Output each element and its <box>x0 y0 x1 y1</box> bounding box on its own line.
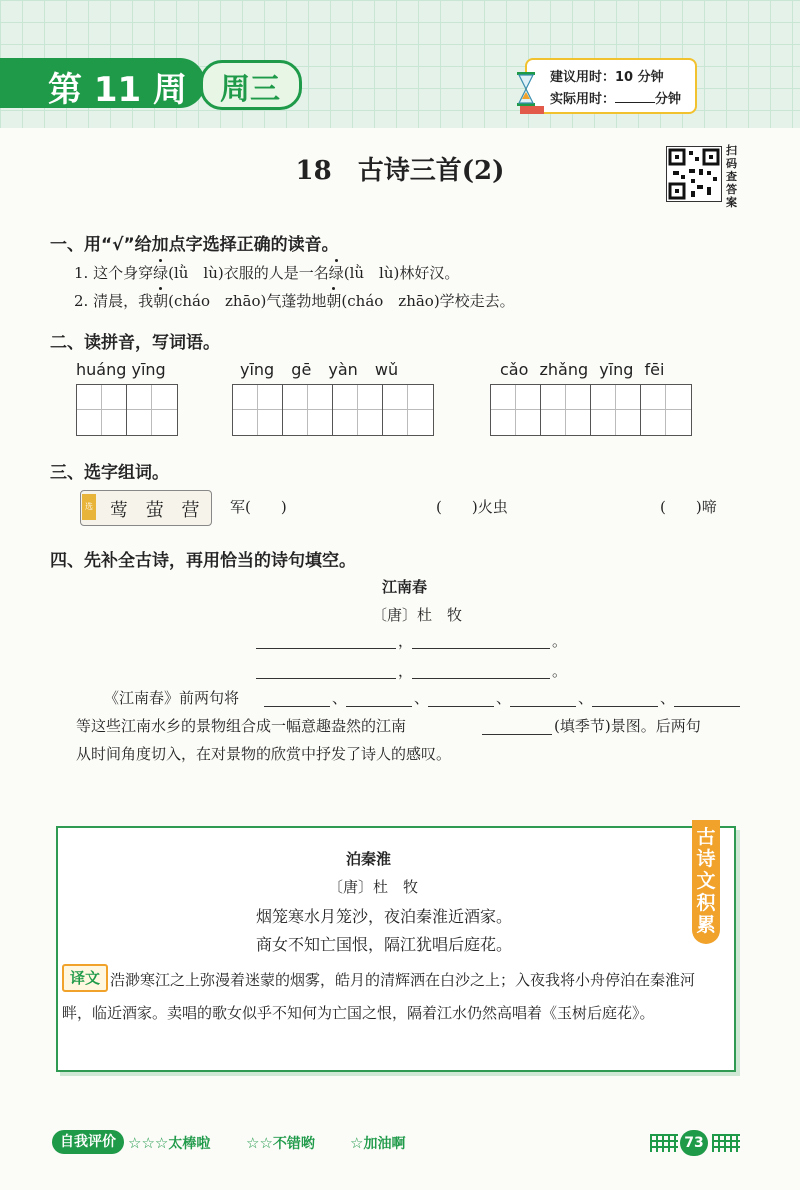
grid-cell[interactable] <box>333 385 383 435</box>
poem-line-blank[interactable] <box>256 660 396 679</box>
books-icon <box>520 106 544 114</box>
hourglass-icon <box>516 72 536 106</box>
page-number: 73 <box>680 1130 708 1156</box>
poem-author: 〔唐〕杜 牧 <box>372 606 463 624</box>
item2-post[interactable]: (cháo zhāo)学校走去。 <box>341 292 515 310</box>
sep: 、 <box>496 689 512 707</box>
actual-time-unit: 分钟 <box>655 92 682 107</box>
scene-blank[interactable] <box>592 688 658 707</box>
eval-level2: 不错哟 <box>272 1136 315 1152</box>
pinyin-group2: yīng gē yàn wǔ <box>240 360 399 379</box>
qr-code-icon[interactable] <box>666 146 722 202</box>
para-line3: 从时间角度切入，在对景物的欣赏中抒发了诗人的感叹。 <box>76 745 452 763</box>
eval-level1: 太棒啦 <box>168 1136 211 1152</box>
suggested-time: 建议用时：10 分钟 <box>550 70 664 85</box>
poem-line-blank[interactable] <box>256 630 396 649</box>
item1-mid[interactable]: (lǜ lù)衣服的人是一名 <box>168 264 329 282</box>
grid-cell[interactable] <box>591 385 641 435</box>
grid-cell[interactable] <box>233 385 283 435</box>
actual-time-field[interactable] <box>615 90 655 103</box>
poem-comma: ， <box>398 632 414 650</box>
section4-heading: 四、先补全古诗，再用恰当的诗句填空。 <box>50 551 356 571</box>
season-blank[interactable] <box>482 716 552 735</box>
item1-dotted-char: 绿 <box>153 264 169 282</box>
page-decor-left <box>650 1134 678 1152</box>
item2-mid[interactable]: (cháo zhāo)气蓬勃地 <box>168 292 327 310</box>
fill-blank-1[interactable]: 军( ) <box>230 498 287 516</box>
self-eval-label: 自我评价 <box>52 1130 124 1154</box>
writing-grid-2[interactable] <box>232 384 434 436</box>
scene-blank[interactable] <box>428 688 494 707</box>
grid-cell[interactable] <box>77 385 127 435</box>
accumulation-tag-label: 古诗文积累 <box>696 826 716 936</box>
page-decor-right <box>712 1134 740 1152</box>
scan-answer-label: 扫码查答案 <box>726 144 737 209</box>
grid-cell[interactable] <box>383 385 433 435</box>
box-poem-author: 〔唐〕杜 牧 <box>328 878 419 896</box>
sep: 、 <box>660 689 676 707</box>
item1-pre: 1. 这个身穿 <box>74 264 154 282</box>
eval-option-great[interactable] <box>128 1133 210 1153</box>
para-line2a: 等这些江南水乡的景物组合成一幅意趣盎然的江南 <box>76 717 407 735</box>
item2-dotted-char2: 朝 <box>326 292 342 310</box>
box-poem-title: 泊秦淮 <box>346 850 392 868</box>
item1-post[interactable]: (lǜ lù)林好汉。 <box>343 264 460 282</box>
grid-cell[interactable] <box>127 385 177 435</box>
section1-item2 <box>74 290 515 311</box>
char-choices: 莺 萤 营 <box>110 500 206 521</box>
eval-option-tryharder[interactable] <box>350 1133 405 1153</box>
section3-heading: 三、选字组词。 <box>50 463 169 483</box>
star-icon[interactable]: ☆☆☆ <box>128 1134 169 1152</box>
day-label: 周三 <box>220 72 280 107</box>
poem-line-blank[interactable] <box>412 660 550 679</box>
scene-blank[interactable] <box>346 688 412 707</box>
item2-dotted-char: 朝 <box>153 292 169 310</box>
sep: 、 <box>578 689 594 707</box>
writing-grid-1[interactable] <box>76 384 178 436</box>
fill-blank-2[interactable]: ( )火虫 <box>436 498 508 516</box>
pinyin-group1: huáng yīng <box>76 360 166 379</box>
translation-text: 浩渺寒江之上弥漫着迷蒙的烟雾，皓月的清辉洒在白沙之上；入夜我将小舟停泊在秦淮河畔，临近酒家。卖唱的歌女似乎不知何为亡国之恨，隔着江水仍然高唱着《玉树后庭花》。 <box>62 971 696 1022</box>
grid-cell[interactable] <box>541 385 591 435</box>
section2-heading: 二、读拼音，写词语。 <box>50 333 220 353</box>
grid-cell[interactable] <box>283 385 333 435</box>
poem-comma: ， <box>398 662 414 680</box>
actual-time <box>550 88 681 107</box>
section1-item1 <box>74 262 459 283</box>
poem-title: 江南春 <box>382 578 428 596</box>
fill-blank-3[interactable]: ( )啼 <box>660 498 717 516</box>
poem-line-blank[interactable] <box>412 630 550 649</box>
item2-pre: 2. 清晨，我 <box>74 292 154 310</box>
para-line2b: (填季节)景图。后两句 <box>554 717 701 735</box>
week-label: 第 11 周 <box>48 70 187 110</box>
choice-tag: 选 <box>82 494 96 520</box>
star-icon[interactable]: ☆☆ <box>246 1134 273 1152</box>
box-poem-line2: 商女不知亡国恨，隔江犹唱后庭花。 <box>256 935 513 954</box>
translation-label: 译文 <box>62 964 108 992</box>
box-poem-line1: 烟笼寒水月笼沙，夜泊秦淮近酒家。 <box>256 907 513 926</box>
grid-cell[interactable] <box>491 385 541 435</box>
poem-period: 。 <box>552 632 568 650</box>
actual-time-label: 实际用时： <box>550 92 616 107</box>
scene-blank[interactable] <box>674 688 740 707</box>
item1-dotted-char2: 绿 <box>328 264 344 282</box>
pinyin-group3: cǎo zhǎng yīng fēi <box>500 360 665 379</box>
writing-grid-3[interactable] <box>490 384 692 436</box>
para-start: 《江南春》前两句将 <box>104 689 240 707</box>
poem-period: 。 <box>552 662 568 680</box>
sep: 、 <box>414 689 430 707</box>
eval-option-good[interactable] <box>246 1133 315 1153</box>
scene-blank[interactable] <box>264 688 330 707</box>
sep: 、 <box>332 689 348 707</box>
scene-blank[interactable] <box>510 688 576 707</box>
eval-level3: 加油啊 <box>363 1136 406 1152</box>
lesson-title: 18 古诗三首(2) <box>295 156 505 186</box>
grid-cell[interactable] <box>641 385 691 435</box>
section1-heading: 一、用“√”给加点字选择正确的读音。 <box>50 235 339 255</box>
star-icon[interactable]: ☆ <box>350 1134 364 1152</box>
